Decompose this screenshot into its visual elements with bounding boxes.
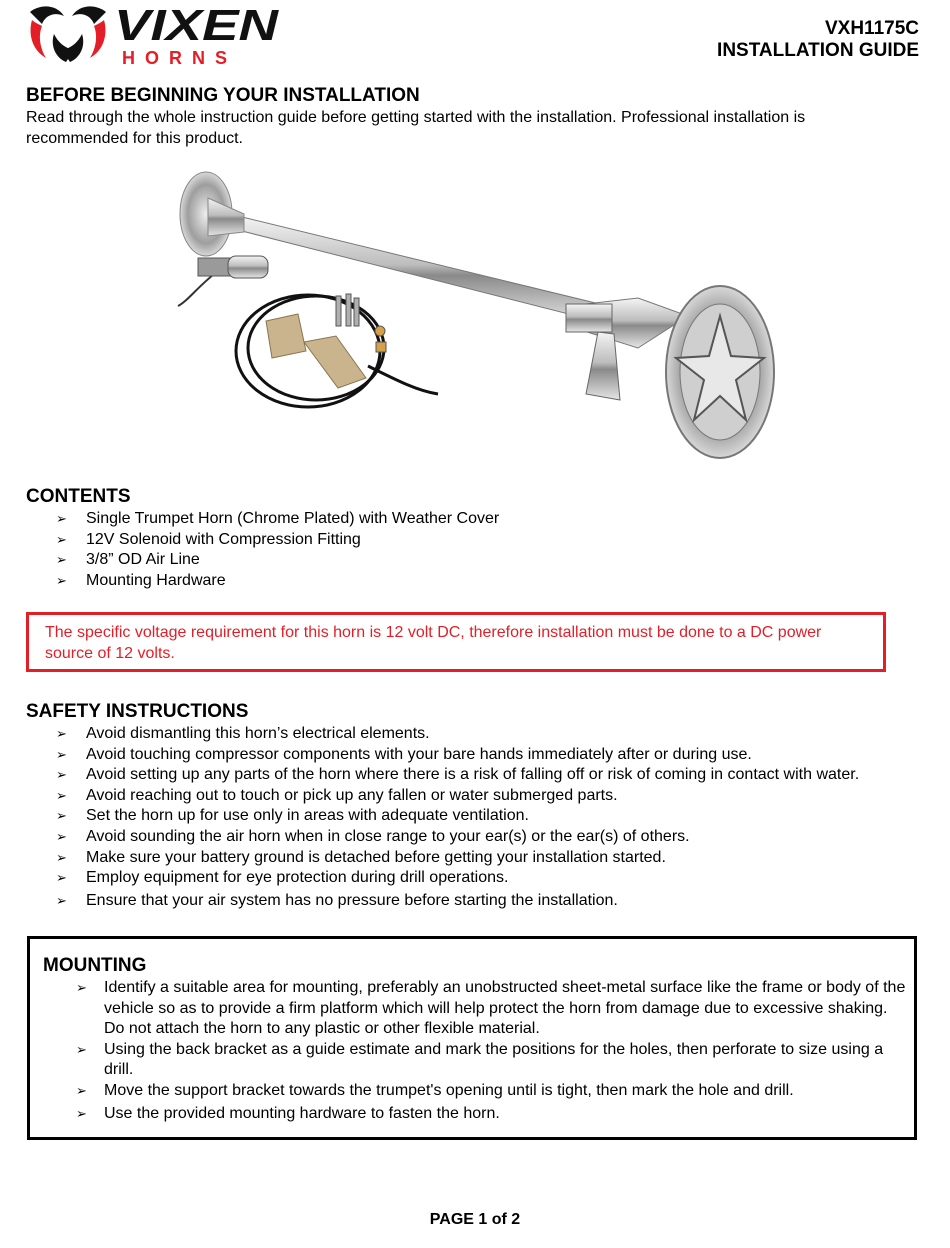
list-item: ➢ Avoid dismantling this horn’s electrical elements. <box>26 724 926 745</box>
mounting-heading: MOUNTING <box>43 955 147 976</box>
list-item: ➢ Avoid setting up any parts of the horn where there is a risk of falling off or risk of coming in contact with water. <box>26 765 926 786</box>
voltage-warning-box <box>26 612 886 672</box>
arrow-bullet-icon: ➢ <box>56 531 67 547</box>
safety-list <box>26 724 926 911</box>
list-item: ➢ Avoid sounding the air horn when in close range to your ear(s) or the ear(s) of others. <box>26 827 926 848</box>
before-text: Read through the whole instruction guide before getting started with the installation. Professional installation is recommended for this product. <box>26 109 806 147</box>
arrow-bullet-icon: ➢ <box>56 511 67 526</box>
list-item: ➢ 3/8” OD Air Line <box>26 550 906 571</box>
arrow-bullet-icon: ➢ <box>76 1041 87 1057</box>
list-item: ➢ Employ equipment for eye protection during drill operations. <box>26 868 926 889</box>
page-number: PAGE 1 of 2 <box>429 1211 521 1228</box>
arrow-bullet-icon: ➢ <box>56 870 67 886</box>
arrow-bullet-icon: ➢ <box>56 787 67 803</box>
list-item: ➢ Make sure your battery ground is detached before getting your installation started. <box>26 848 926 869</box>
arrow-bullet-icon: ➢ <box>56 828 67 844</box>
arrow-bullet-icon: ➢ <box>76 1105 87 1121</box>
product-image <box>168 166 792 466</box>
mounting-list <box>32 978 908 1124</box>
arrow-bullet-icon: ➢ <box>56 808 67 824</box>
list-item: ➢ Single Trumpet Horn (Chrome Plated) with Weather Cover <box>26 509 906 530</box>
arrow-bullet-icon: ➢ <box>56 572 67 588</box>
arrow-bullet-icon: ➢ <box>56 849 67 865</box>
arrow-bullet-icon: ➢ <box>56 726 67 741</box>
trumpet-horn-image <box>180 172 774 458</box>
list-item: ➢ Set the horn up for use only in areas with adequate ventilation. <box>26 806 926 827</box>
list-item: ➢ Use the provided mounting hardware to fasten the horn. <box>32 1104 908 1125</box>
list-item: ➢ Move the support bracket towards the trumpet's opening until is tight, then mark the hole and drill. <box>32 1081 908 1102</box>
list-item: ➢ Avoid touching compressor components with your bare hands immediately after or during use. <box>26 745 926 766</box>
contents-list <box>26 509 906 591</box>
before-heading: BEFORE BEGINNING YOUR INSTALLATION <box>26 85 420 106</box>
arrow-bullet-icon: ➢ <box>56 892 67 908</box>
vixen-horns-logo <box>26 2 282 66</box>
arrow-bullet-icon: ➢ <box>76 980 87 995</box>
list-item: ➢ Ensure that your air system has no pressure before starting the installation. <box>26 891 926 912</box>
list-item: ➢ Using the back bracket as a guide estimate and mark the positions for the holes, then perforate to size using a drill. <box>76 1040 884 1079</box>
document-code: VXH1175C <box>824 18 919 39</box>
mounting-box <box>27 936 917 1140</box>
arrow-bullet-icon: ➢ <box>56 746 67 762</box>
horns-emblem-icon <box>30 6 106 62</box>
voltage-warning-text: The specific voltage requirement for this horn is 12 volt DC, therefore installation must be done to a DC power source of 12 volts. <box>45 624 822 662</box>
document-title: INSTALLATION GUIDE <box>717 40 919 61</box>
arrow-bullet-icon: ➢ <box>56 552 67 568</box>
list-item: ➢ Avoid reaching out to touch or pick up any fallen or water submerged parts. <box>26 786 926 807</box>
list-item: ➢ Mounting Hardware <box>26 571 906 592</box>
logo-brand-text: VIXEN <box>114 2 280 50</box>
contents-heading: CONTENTS <box>26 486 131 507</box>
list-item: ➢ 12V Solenoid with Compression Fitting <box>26 530 906 551</box>
arrow-bullet-icon: ➢ <box>76 1082 87 1098</box>
logo-sub-text: HORNS <box>122 48 238 66</box>
list-item: ➢ Identify a suitable area for mounting, preferably an unobstructed sheet-metal surface like the frame or body of the vehicle so as to provide a firm platform which will help protect the horn from damage due to excessive shaking. Do not attach the horn to any plastic or other flexible material. <box>76 979 906 1038</box>
safety-heading: SAFETY INSTRUCTIONS <box>26 701 249 722</box>
arrow-bullet-icon: ➢ <box>56 767 67 783</box>
